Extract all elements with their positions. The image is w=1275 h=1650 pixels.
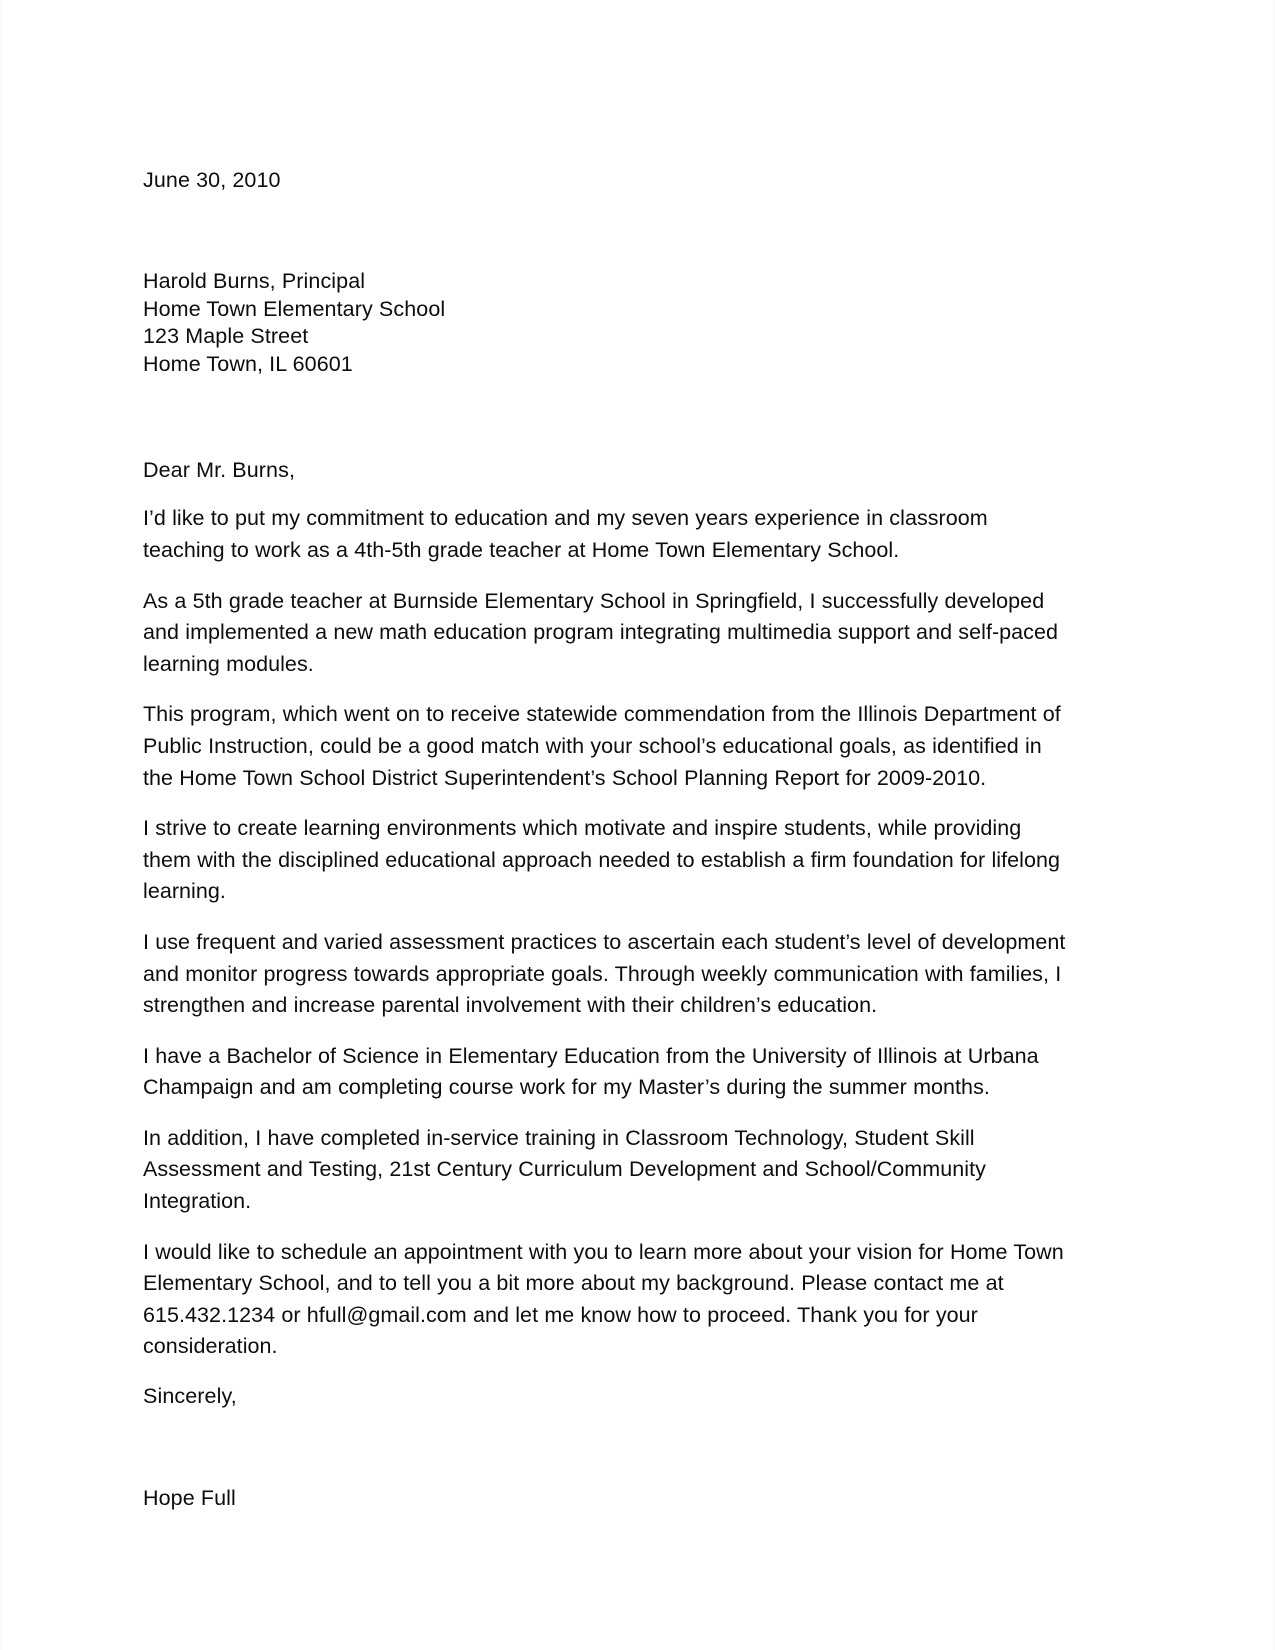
body-paragraph: As a 5th grade teacher at Burnside Elementary School in Springfield, I successfully developed and implemented a new math education program integrating multimedia support and self-paced learning modules.: [143, 588, 1059, 676]
body-paragraph: I have a Bachelor of Science in Elementary Education from the University of Illinois at Urbana Champaign and am completing course work for my Master’s during the summer months.: [143, 1043, 1039, 1100]
body-paragraph: In addition, I have completed in-service training in Classroom Technology, Student Skill Assessment and Testing, 21st Century Curriculum Development and School/Community Integration.: [143, 1125, 986, 1214]
letter-date: June 30, 2010: [143, 168, 281, 192]
body-paragraph: I’d like to put my commitment to education and my seven years experience in classroom teaching to work as a 4th-5th grade teacher at Home Town Elementary School.: [143, 506, 988, 562]
signature-name: Hope Full: [143, 1486, 236, 1511]
spacer-after-salutation: [143, 484, 1068, 503]
recipient-name-title: Harold Burns, Principal: [143, 269, 366, 293]
recipient-organization: Home Town Elementary School: [143, 296, 446, 321]
salutation: Dear Mr. Burns,: [143, 458, 296, 483]
signature-space: [143, 1410, 1068, 1484]
spacer-after-date: [143, 194, 1068, 268]
body-paragraph: This program, which went on to receive statewide commendation from the Illinois Department of Public Instruction, could be a good match with your school’s educational goals, as identified in the Home Town School District Superintendent’s School Planning Report for 2009-2010.: [143, 702, 1061, 790]
body-paragraph: I would like to schedule an appointment with you to learn more about your vision for Home Town Elementary School, and to tell you a bit more about my background. Please contact me at 615.432.1234 or hfull@gmail.com and let me know how to proceed. Thank you for your consideration.: [143, 1239, 1064, 1359]
closing-salutation: Sincerely,: [143, 1384, 237, 1409]
page-left-edge: [0, 0, 2, 1650]
recipient-address-block: [143, 268, 1068, 378]
body-paragraph: I strive to create learning environments which motivate and inspire students, while providing them with the disciplined educational approach needed to establish a firm foundation for lifelong learning.: [143, 816, 1060, 904]
body-paragraphs: [143, 503, 1068, 1363]
recipient-street: 123 Maple Street: [143, 324, 309, 349]
spacer-after-recipient: [143, 378, 1068, 456]
body-paragraph: I use frequent and varied assessment practices to ascertain each student’s level of development and monitor progress towards appropriate goals. Through weekly communication with families, I strengthen and increase parental involvement with their children’s education.: [143, 929, 1066, 1018]
letter-body: [143, 166, 1068, 1512]
recipient-city-state-zip: Home Town, IL 60601: [143, 351, 353, 376]
